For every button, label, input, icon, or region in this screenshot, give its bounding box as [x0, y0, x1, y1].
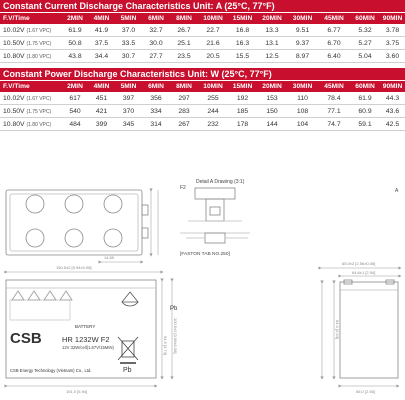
table-cell: 232: [207, 121, 219, 128]
table-cell: 345: [122, 121, 135, 128]
table-cell: 43.8: [68, 53, 82, 60]
side-top-dimension: 64.6±1 [2.54]: [352, 270, 376, 275]
detail-a-label: Detail A Drawing (3:1): [196, 179, 245, 185]
voltage-value: 10.50V: [3, 40, 25, 47]
detail-dim-label: F2: [180, 185, 186, 191]
table-cell: 59.1: [358, 121, 372, 128]
table-cell: 37.5: [94, 40, 109, 47]
table-cell: 484: [69, 121, 81, 128]
row-voltage: [3, 93, 65, 104]
header-45min: 45MIN: [324, 15, 344, 22]
table-cell: 34.4: [94, 53, 109, 60]
table-cell: 185: [236, 108, 249, 115]
table-cell: 23.5: [177, 53, 191, 60]
front-width-dimension: 150.5±2 [5.94±0.08]: [56, 265, 92, 270]
table-cell: 255: [207, 95, 219, 102]
header-20min: 20MIN: [262, 15, 282, 22]
table-cell: 20.5: [206, 53, 220, 60]
pb-mark: Pb: [123, 367, 132, 374]
table-cell: 110: [297, 95, 308, 102]
table-row: [0, 51, 405, 63]
battery-label: BATTERY: [75, 324, 96, 329]
vpc-value: (1.80 VPC): [26, 54, 52, 60]
table-cell: 399: [95, 121, 108, 128]
side-width-dimension: 65.0±2 [2.56±0.08]: [342, 261, 376, 266]
row-voltage: [3, 51, 65, 62]
header-8min: 8MIN: [176, 83, 192, 90]
table-cell: 44.3: [385, 95, 400, 102]
table-cell: 13.1: [265, 40, 279, 47]
table-cell: 37.0: [121, 27, 136, 34]
header-5min: 5MIN: [120, 15, 137, 22]
cc-table-title: Constant Current Discharge Characteristics Unit: A (25°C, 77°F): [0, 0, 405, 12]
table-cell: 267: [178, 121, 190, 128]
table-cell: 297: [178, 95, 190, 102]
table-cell: 192: [236, 95, 249, 102]
voltage-value: 10.02V: [3, 27, 25, 34]
header-4min: 4MIN: [93, 83, 110, 90]
svg-text:CSB: CSB: [10, 330, 42, 347]
voltage-value: 10.02V: [3, 95, 25, 102]
voltage-value: 10.80V: [3, 53, 25, 60]
table-row: [0, 106, 405, 118]
table-cell: 60.9: [358, 108, 372, 115]
table-cell: 283: [178, 108, 190, 115]
model-label: HR 1232W F2: [62, 335, 110, 344]
table-cell: 30.7: [121, 53, 136, 60]
table-cell: 43.6: [385, 108, 400, 115]
header-fv-time: F.V/Time: [3, 15, 30, 22]
table-cell: 153: [266, 95, 278, 102]
header-90min: 90MIN: [382, 83, 403, 90]
table-cell: 32.7: [149, 27, 163, 34]
table-cell: 33.5: [121, 40, 136, 47]
table-cell: 74.7: [327, 121, 341, 128]
table-cell: 104: [296, 121, 309, 128]
header-10min: 10MIN: [203, 15, 223, 22]
header-60min: 60MIN: [355, 83, 375, 90]
terminal-dimension: 14.85: [104, 255, 115, 260]
table-cell: 370: [122, 108, 135, 115]
header-fv-time: F.V/Time: [3, 83, 30, 90]
header-15min: 15MIN: [232, 83, 253, 90]
table-cell: 16.8: [235, 27, 250, 34]
table-cell: 16.3: [235, 40, 250, 47]
pb-mark-side: Pb: [170, 306, 178, 312]
detail-a-drawing: [180, 188, 250, 243]
table-row: [0, 25, 405, 37]
table-cell: 22.7: [206, 27, 220, 34]
table-cell: 3.78: [385, 27, 400, 34]
table-cell: 334: [150, 108, 162, 115]
header-30min: 30MIN: [292, 83, 313, 90]
header-45min: 45MIN: [324, 83, 344, 90]
csb-logo: [10, 330, 42, 347]
header-60min: 60MIN: [355, 15, 375, 22]
table-cell: 41.9: [94, 27, 109, 34]
table-row: [0, 119, 405, 131]
vpc-value: (1.75 VPC): [26, 41, 52, 47]
header-4min: 4MIN: [93, 15, 110, 22]
front-height-dimension-outer: 100.5±2 [3.96±0.08]: [173, 318, 178, 354]
cp-table-title: Constant Power Discharge Characteristics Unit: W (25°C, 77°F): [0, 68, 405, 80]
voltage-value: 10.80V: [3, 121, 25, 128]
header-20min: 20MIN: [262, 83, 282, 90]
table-cell: 78.4: [327, 95, 341, 102]
row-voltage: [3, 38, 65, 49]
header-8min: 8MIN: [176, 15, 192, 22]
table-cell: 144: [266, 121, 278, 128]
header-6min: 6MIN: [148, 83, 164, 90]
table-cell: 397: [122, 95, 135, 102]
table-cell: 178: [236, 121, 249, 128]
voltage-value: 10.50V: [3, 108, 25, 115]
cp-table-header: [0, 81, 405, 92]
table-cell: 6.70: [327, 40, 341, 47]
table-cell: 6.77: [327, 27, 341, 34]
table-cell: 25.1: [177, 40, 191, 47]
table-cell: 3.60: [385, 53, 400, 60]
table-cell: 244: [207, 108, 219, 115]
table-cell: 421: [95, 108, 108, 115]
table-cell: 50.8: [68, 40, 82, 47]
table-cell: 13.3: [265, 27, 279, 34]
vpc-value: (1.80 VPC): [26, 122, 52, 128]
table-cell: 21.6: [206, 40, 220, 47]
table-cell: 30.0: [149, 40, 163, 47]
vpc-value: (1.67 VPC): [26, 28, 52, 34]
cc-table-header: [0, 13, 405, 24]
table-cell: 15.5: [235, 53, 250, 60]
battery-top-view: [6, 190, 158, 262]
table-cell: 3.75: [385, 40, 400, 47]
table-cell: 77.1: [327, 108, 341, 115]
table-cell: 451: [95, 95, 108, 102]
table-cell: 61.9: [358, 95, 372, 102]
vpc-value: (1.75 VPC): [26, 109, 52, 115]
battery-side-view: [320, 268, 400, 386]
table-cell: 5.27: [358, 40, 372, 47]
model-spec: 12V 32W/cell(1.67V/15MIN): [62, 345, 114, 350]
side-bottom-dimension: 65.0 [2.56]: [356, 389, 375, 394]
header-30min: 30MIN: [292, 15, 313, 22]
table-cell: 314: [150, 121, 162, 128]
table-cell: 5.04: [358, 53, 372, 60]
side-height-dimension: 64.4 [2.54]: [335, 320, 340, 339]
table-cell: 6.40: [327, 53, 341, 60]
battery-dimension-drawing: [0, 176, 405, 400]
row-voltage: [3, 25, 65, 36]
header-15min: 15MIN: [232, 15, 253, 22]
header-2min: 2MIN: [67, 83, 83, 90]
table-cell: 12.5: [265, 53, 279, 60]
table-cell: 5.32: [358, 27, 372, 34]
table-cell: 617: [69, 95, 81, 102]
vpc-value: (1.67 VPC): [26, 96, 52, 102]
header-90min: 90MIN: [382, 15, 403, 22]
table-cell: 9.37: [295, 40, 310, 47]
table-cell: 540: [69, 108, 81, 115]
table-cell: 150: [266, 108, 278, 115]
table-cell: 356: [150, 95, 162, 102]
row-voltage: [3, 106, 65, 117]
row-voltage: [3, 119, 65, 130]
front-height-dimension: 94.5 [3.74]: [163, 336, 168, 355]
faston-tab-label: [FASTON TAB NO.250]: [180, 252, 230, 257]
table-cell: 61.9: [68, 27, 82, 34]
front-bottom-dimension: 151.0 [5.94]: [66, 389, 88, 394]
manufacturer-label: CSB Energy Technology (Vietnam) Co., Ltd.: [10, 368, 92, 373]
header-6min: 6MIN: [148, 15, 164, 22]
table-cell: 9.51: [295, 27, 310, 34]
table-row: [0, 93, 405, 105]
table-cell: 27.7: [149, 53, 163, 60]
table-cell: 26.7: [177, 27, 191, 34]
table-row: [0, 38, 405, 50]
table-cell: 108: [296, 108, 309, 115]
header-2min: 2MIN: [67, 15, 83, 22]
header-10min: 10MIN: [203, 83, 223, 90]
marker-a: A: [395, 188, 399, 194]
header-5min: 5MIN: [120, 83, 137, 90]
table-cell: 42.5: [385, 121, 400, 128]
table-cell: 8.97: [295, 53, 310, 60]
